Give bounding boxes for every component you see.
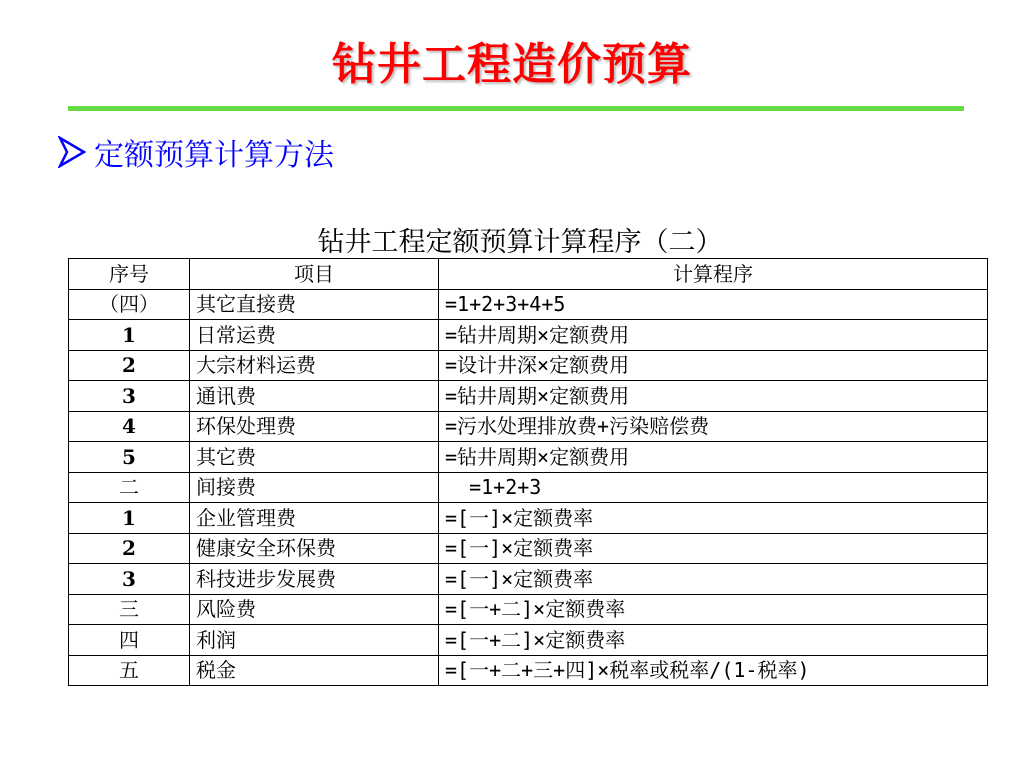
cell-procedure: =钻井周期×定额费用 (439, 381, 988, 412)
cell-procedure: =[一+二]×定额费率 (439, 625, 988, 656)
table-caption: 钻井工程定额预算计算程序（二） (317, 227, 723, 258)
title-divider (68, 106, 964, 111)
header-no: 序号 (69, 259, 190, 290)
header-procedure: 计算程序 (439, 259, 988, 290)
cell-procedure: =1+2+3+4+5 (439, 289, 988, 320)
cell-procedure: =[一+二+三+四]×税率或税率/(1-税率) (439, 655, 988, 686)
cell-no: 五 (69, 655, 190, 686)
cell-procedure: =设计井深×定额费用 (439, 350, 988, 381)
table-row (69, 564, 988, 595)
cell-no: 3 (69, 381, 190, 412)
header-item: 项目 (190, 259, 439, 290)
cell-no: 四 (69, 625, 190, 656)
cell-no: 5 (69, 442, 190, 473)
cell-no: 二 (69, 472, 190, 503)
cell-procedure: =1+2+3 (439, 472, 988, 503)
cell-no: 1 (69, 320, 190, 351)
cell-item: 大宗材料运费 (190, 350, 439, 381)
cell-item: 间接费 (190, 472, 439, 503)
cell-item: 企业管理费 (190, 503, 439, 534)
cell-no: 2 (69, 533, 190, 564)
table-row (69, 472, 988, 503)
cell-item: 科技进步发展费 (190, 564, 439, 595)
cell-item: 环保处理费 (190, 411, 439, 442)
table-row (69, 655, 988, 686)
cell-item: 风险费 (190, 594, 439, 625)
table-row (69, 320, 988, 351)
table-row (69, 503, 988, 534)
bullet-text: 定额预算计算方法 (94, 138, 334, 173)
cell-item: 利润 (190, 625, 439, 656)
budget-table (68, 258, 988, 686)
cell-procedure: =[一+二]×定额费率 (439, 594, 988, 625)
table-row (69, 442, 988, 473)
table-row (69, 411, 988, 442)
slide-title: 钻井工程造价预算 (332, 39, 692, 90)
table-row (69, 350, 988, 381)
cell-no: 三 (69, 594, 190, 625)
cell-no: 1 (69, 503, 190, 534)
cell-procedure: =钻井周期×定额费用 (439, 442, 988, 473)
bullet-point (58, 130, 334, 174)
cell-procedure: =[一]×定额费率 (439, 533, 988, 564)
cell-no: （四） (69, 289, 190, 320)
table-row (69, 381, 988, 412)
cell-procedure: =[一]×定额费率 (439, 564, 988, 595)
cell-item: 通讯费 (190, 381, 439, 412)
cell-no: 4 (69, 411, 190, 442)
cell-procedure: =污水处理排放费+污染赔偿费 (439, 411, 988, 442)
table-row (69, 289, 988, 320)
table-row (69, 625, 988, 656)
cell-item: 健康安全环保费 (190, 533, 439, 564)
table-header-row (69, 259, 988, 290)
cell-item: 日常运费 (190, 320, 439, 351)
table-row (69, 533, 988, 564)
table-row (69, 594, 988, 625)
cell-item: 其它费 (190, 442, 439, 473)
cell-no: 3 (69, 564, 190, 595)
cell-item: 其它直接费 (190, 289, 439, 320)
cell-procedure: =[一]×定额费率 (439, 503, 988, 534)
cell-procedure: =钻井周期×定额费用 (439, 320, 988, 351)
cell-item: 税金 (190, 655, 439, 686)
arrow-bullet-icon (58, 136, 86, 168)
cell-no: 2 (69, 350, 190, 381)
